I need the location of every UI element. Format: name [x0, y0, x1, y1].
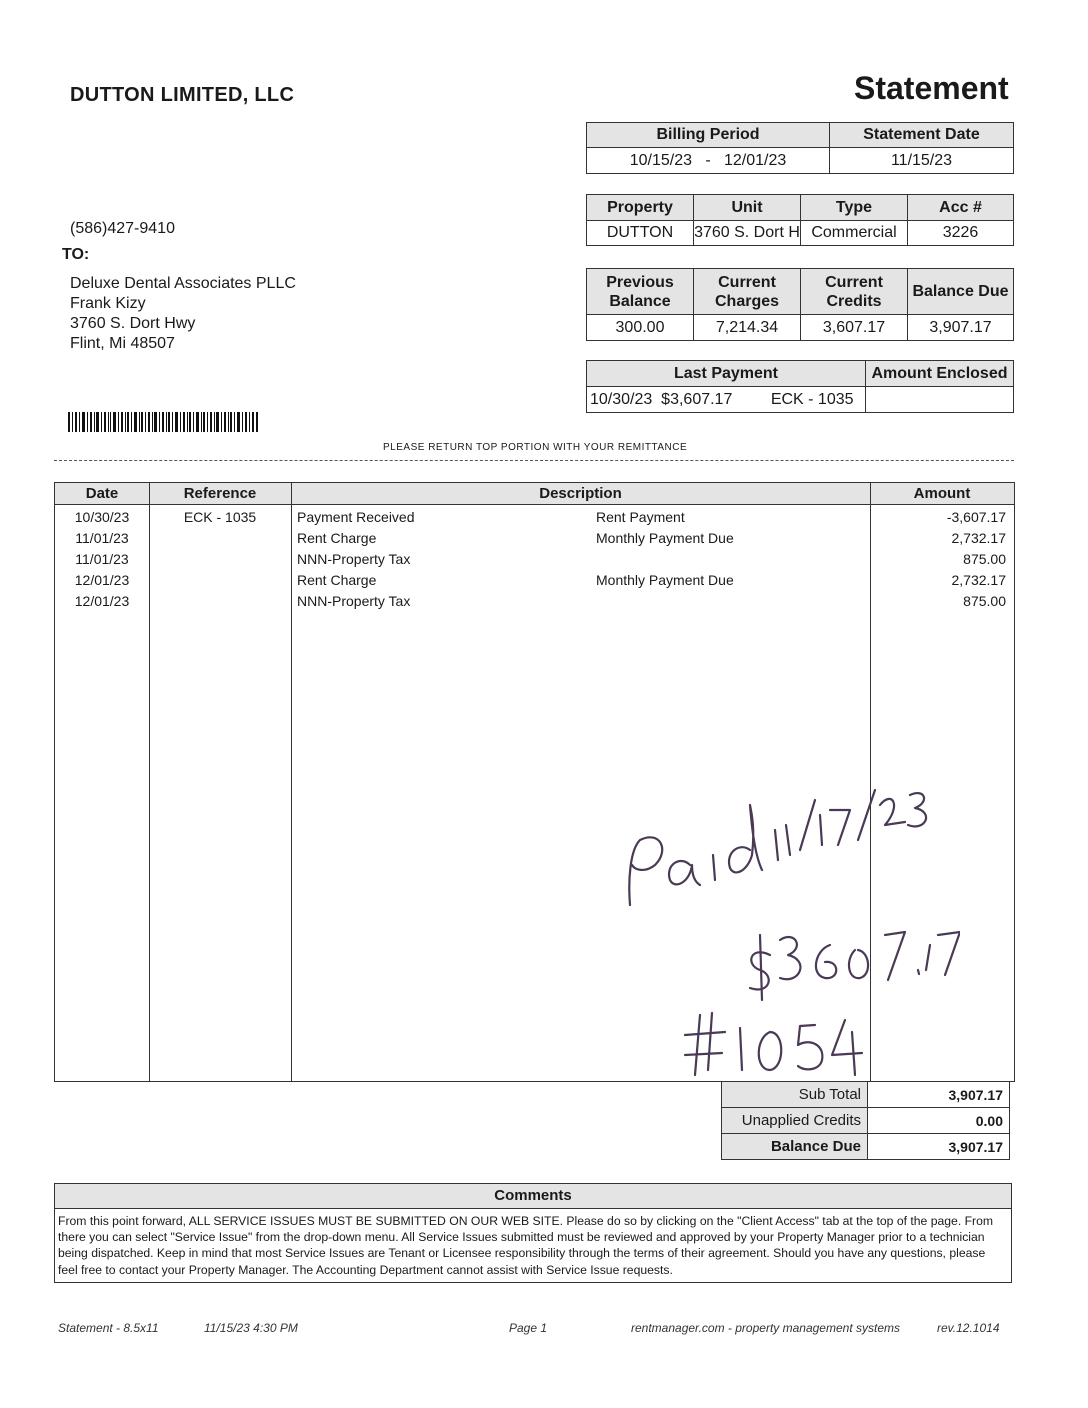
billing-period-value	[587, 148, 830, 174]
row-amount: 2,732.17	[951, 572, 1006, 588]
acc-value: 3226	[908, 221, 1014, 246]
tear-line	[54, 460, 1014, 461]
return-note: PLEASE RETURN TOP PORTION WITH YOUR REMITTANCE	[383, 442, 688, 453]
recipient-attn: Frank Kizy	[70, 295, 146, 312]
row-description: Payment Received	[297, 509, 415, 525]
unit-label: Unit	[694, 195, 801, 221]
row-amount: 2,732.17	[951, 530, 1006, 546]
table-row	[55, 549, 1014, 570]
row-reference: ECK - 1035	[183, 509, 257, 525]
balance-due-label: Balance Due	[908, 269, 1014, 315]
statement-date-value: 11/15/23	[830, 148, 1014, 174]
last-payment-value	[587, 387, 866, 413]
amount-enclosed-field[interactable]	[866, 387, 1014, 413]
reference-header: Reference	[183, 485, 257, 502]
billing-period-table	[586, 122, 1014, 174]
unapplied-credits-value: 0.00	[868, 1108, 1010, 1134]
current-credits-label: Current Credits	[801, 269, 908, 315]
row-description: NNN-Property Tax	[297, 551, 411, 567]
unit-value: 3760 S. Dort H	[694, 221, 801, 246]
previous-balance-value: 300.00	[587, 315, 694, 341]
last-payment-label: Last Payment	[587, 361, 866, 387]
table-row	[55, 528, 1014, 549]
table-row	[55, 570, 1014, 591]
balance-due-value: 3,907.17	[908, 315, 1014, 341]
row-description: Rent Charge	[297, 572, 377, 588]
sub-total-label: Sub Total	[722, 1082, 868, 1108]
comments-box	[54, 1183, 1012, 1283]
amount-header: Amount	[913, 485, 971, 502]
row-note: Monthly Payment Due	[596, 530, 734, 546]
row-note: Rent Payment	[596, 509, 685, 525]
footer-form: Statement - 8.5x11	[58, 1321, 159, 1335]
last-payment-ref: ECK - 1035	[770, 390, 854, 408]
document-title: Statement	[854, 70, 1009, 106]
period-start: 10/15/23	[629, 151, 692, 169]
row-date: 11/01/23	[75, 530, 129, 546]
period-end: 12/01/23	[724, 151, 787, 169]
previous-balance-label: Previous Balance	[587, 269, 694, 315]
to-label: TO:	[62, 246, 90, 263]
current-charges-value: 7,214.34	[694, 315, 801, 341]
recipient-street: 3760 S. Dort Hwy	[70, 315, 196, 332]
property-label: Property	[587, 195, 694, 221]
row-date: 12/01/23	[74, 572, 130, 588]
company-name: DUTTON LIMITED, LLC	[70, 84, 295, 106]
statement-date-label: Statement Date	[830, 123, 1014, 148]
recipient-name: Deluxe Dental Associates PLLC	[70, 275, 296, 292]
date-header: Date	[85, 485, 119, 502]
last-payment-date: 10/30/23	[590, 390, 653, 408]
row-description: Rent Charge	[297, 530, 377, 546]
footer-page: Page 1	[509, 1321, 548, 1335]
recipient-city: Flint, Mi 48507	[70, 335, 175, 352]
property-table	[586, 194, 1014, 246]
comments-title: Comments	[55, 1184, 1011, 1209]
type-value: Commercial	[801, 221, 908, 246]
total-balance-due-label: Balance Due	[722, 1134, 868, 1160]
unapplied-credits-label: Unapplied Credits	[722, 1108, 868, 1134]
acc-label: Acc #	[908, 195, 1014, 221]
table-row	[55, 591, 1014, 612]
row-date: 11/01/23	[75, 551, 129, 567]
current-charges-label: Current Charges	[694, 269, 801, 315]
recipient-address	[70, 274, 296, 354]
balances-table	[586, 268, 1014, 341]
row-description: NNN-Property Tax	[297, 593, 411, 609]
property-value: DUTTON	[587, 221, 694, 246]
total-balance-due-value: 3,907.17	[868, 1134, 1010, 1160]
row-date: 12/01/23	[74, 593, 130, 609]
handwritten-payment-note	[600, 770, 960, 1080]
billing-period-label: Billing Period	[587, 123, 830, 148]
amount-enclosed-label: Amount Enclosed	[866, 361, 1014, 387]
footer-vendor: rentmanager.com - property management systems	[631, 1321, 900, 1335]
totals-table	[721, 1081, 1010, 1160]
payment-table	[586, 360, 1014, 413]
row-date: 10/30/23	[74, 509, 130, 525]
barcode-image	[68, 412, 258, 432]
sub-total-value: 3,907.17	[868, 1082, 1010, 1108]
type-label: Type	[801, 195, 908, 221]
footer-printed: 11/15/23 4:30 PM	[204, 1321, 298, 1335]
footer-rev: rev.12.1014	[937, 1321, 1000, 1335]
row-amount: 875.00	[963, 593, 1006, 609]
table-row	[55, 507, 1014, 528]
description-header: Description	[539, 485, 622, 502]
phone-number: (586)427-9410	[70, 220, 175, 237]
comments-text: From this point forward, ALL SERVICE ISSUES MUST BE SUBMITTED ON OUR WEB SITE. Please do so by clicking on the "Client Access" tab at the top of the page. From there you can select "Service Issue" from the drop-down menu. All Service Issues submitted must be reviewed and approved by your Property Manager prior to a technician being dispatched. Keep in mind that most Service Issues are Tenant or Licensee responsibility through the terms of their agreement. Should you have any questions, please feel free to contact your Property Manager. The Accounting Department cannot assist with Service Issue requests.	[58, 1214, 994, 1277]
row-note: Monthly Payment Due	[596, 572, 734, 588]
row-amount: -3,607.17	[946, 509, 1006, 525]
period-separator: -	[705, 151, 711, 169]
row-amount: 875.00	[963, 551, 1006, 567]
last-payment-amount: $3,607.17	[661, 390, 733, 408]
current-credits-value: 3,607.17	[801, 315, 908, 341]
